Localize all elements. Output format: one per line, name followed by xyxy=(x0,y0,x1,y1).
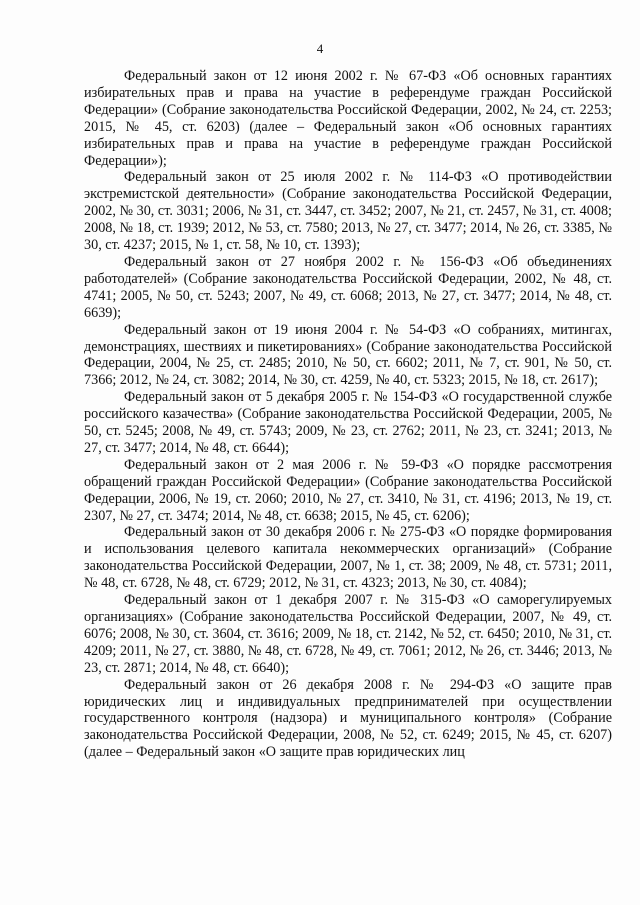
paragraph-law-154-fz: Федеральный закон от 5 декабря 2005 г. № 154-ФЗ «О государственной службе российского казачества» (Собрание законодательства Российской Федерации, 2005, № 50, ст. 5245; 2008, № 49, ст. 5743; 2009, № 23, ст. 2762; 2011, № 23, ст. 3241; 2013, № 27, ст. 3477; 2014, № 48, ст. 6644); xyxy=(84,389,612,456)
paragraph-law-315-fz: Федеральный закон от 1 декабря 2007 г. № 315-ФЗ «О саморегулируемых организациях» (Собрание законодательства Российской Федерации, 2007, № 49, ст. 6076; 2008, № 30, ст. 3604, ст. 3616; 2009, № 18, ст. 2142, № 52, ст. 6450; 2010, № 31, ст. 4209; 2011, № 27, ст. 3880, № 48, ст. 6728, № 49, ст. 7061; 2012, № 26, ст. 3446; 2013, № 23, ст. 2871; 2014, № 48, ст. 6640); xyxy=(84,592,612,676)
paragraph-law-294-fz: Федеральный закон от 26 декабря 2008 г. № 294-ФЗ «О защите прав юридических лиц и индивидуальных предпринимателей при осуществлении государственного контроля (надзора) и муниципального контроля» (Собрание законодательства Российской Федерации, 2008, № 52, ст. 6249; 2015, № 45, ст. 6207) (далее – Федеральный закон «О защите прав юридических лиц xyxy=(84,676,612,761)
paragraph-law-54-fz: Федеральный закон от 19 июня 2004 г. № 54-ФЗ «О собраниях, митингах, демонстрациях, шествиях и пикетированиях» (Собрание законодательства Российской Федерации, 2004, № 25, ст. 2485; 2010, № 50, ст. 6602; 2011, № 7, ст. 901, № 50, ст. 7366; 2012, № 24, ст. 3082; 2014, № 30, ст. 4259, № 40, ст. 5323; 2015, № 18, ст. 2617); xyxy=(84,321,612,389)
paragraph-law-67-fz: Федеральный закон от 12 июня 2002 г. № 67-ФЗ «Об основных гарантиях избирательных прав и права на участие в референдуме граждан Российской Федерации» (Собрание законодательства Российской Федерации, 2002, № 24, ст. 2253; 2015, № 45, ст. 6203) (далее – Федеральный закон «Об основных гарантиях избирательных прав и права на участие в референдуме граждан Российской Федерации»); xyxy=(84,68,612,169)
page-number: 4 xyxy=(316,41,324,56)
paragraph-law-156-fz: Федеральный закон от 27 ноября 2002 г. № 156-ФЗ «Об объединениях работодателей» (Собрание законодательства Российской Федерации, 2002, № 48, ст. 4741; 2005, № 50, ст. 5243; 2007, № 49, ст. 6068; 2013, № 27, ст. 3477; 2014, № 48, ст. 6639); xyxy=(84,253,612,321)
document-body xyxy=(84,68,612,761)
paragraph-law-114-fz: Федеральный закон от 25 июля 2002 г. № 114-ФЗ «О противодействии экстремистской деятельности» (Собрание законодательства Российской Федерации, 2002, № 30, ст. 3031; 2006, № 31, ст. 3447, ст. 3452; 2007, № 21, ст. 2457, № 31, ст. 4008; 2008, № 18, ст. 1939; 2012, № 53, ст. 7580; 2013, № 27, ст. 3477; 2014, № 26, ст. 3385, № 30, ст. 4237; 2015, № 1, ст. 58, № 10, ст. 1393); xyxy=(84,169,612,254)
paragraph-law-59-fz: Федеральный закон от 2 мая 2006 г. № 59-ФЗ «О порядке рассмотрения обращений граждан Российской Федерации» (Собрание законодательства Российской Федерации, 2006, № 19, ст. 2060; 2010, № 27, ст. 3410, № 31, ст. 4196; 2013, № 19, ст. 2307, № 27, ст. 3474; 2014, № 48, ст. 6638; 2015, № 45, ст. 6206); xyxy=(84,456,612,524)
paragraph-law-275-fz: Федеральный закон от 30 декабря 2006 г. № 275-ФЗ «О порядке формирования и использования целевого капитала некоммерческих организаций» (Собрание законодательства Российской Федерации, 2007, № 1, ст. 38; 2009, № 48, ст. 5731; 2011, № 48, ст. 6728, № 48, ст. 6729; 2012, № 31, ст. 4323; 2013, № 30, ст. 4084); xyxy=(84,524,612,592)
